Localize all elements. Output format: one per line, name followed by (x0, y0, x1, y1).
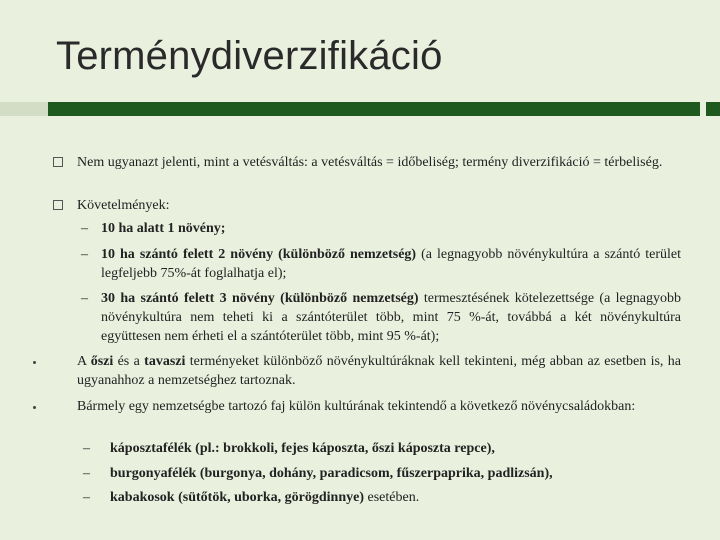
family-rest: esetében. (364, 490, 420, 505)
dot-item-text: Bármely egy nemzetségbe tartozó faj külön kultúrának tekintendő a következő növénycsaládokban: (77, 399, 636, 414)
dash-bullet: – (83, 490, 90, 505)
requirement-bold: 10 ha alatt 1 növény; (101, 221, 226, 236)
dash-bullet: – (83, 441, 90, 456)
text-part: és a (113, 354, 145, 369)
family-bold: káposztafélék (pl.: brokkoli, fejes káposzta, őszi káposzta repce), (110, 441, 495, 456)
requirement-rest: termesztésének kötelezettsége (a legnagyobb növénykultúra nem teheti ki a szántóterület több, mint 75 %-át, továbbá a két növénykultúra együttesen nem érheti el a szántóterület több, mint 95 %-át); (101, 291, 681, 344)
title-underline-bar (0, 102, 720, 116)
title-bar-dark (48, 102, 700, 116)
bold-autumn: őszi (90, 354, 114, 369)
requirement-text (101, 219, 681, 238)
text-part: terményeket különböző növénykultúráknak kell tekinteni, még abban az esetben is, ha ugyanahhoz a nemzetséghez tartoznak. (77, 354, 681, 388)
family-text (110, 464, 681, 483)
requirement-text (101, 289, 681, 346)
dot-item-text (77, 352, 681, 390)
title-bar-edge (706, 102, 720, 116)
bullet-text: Követelmények: (77, 198, 170, 213)
square-bullet-icon (53, 157, 63, 167)
slide-title: Terménydiverzifikáció (56, 34, 443, 78)
dot-bullet-icon (33, 406, 36, 409)
dash-bullet: – (81, 221, 88, 236)
square-bullet-icon (53, 200, 63, 210)
requirement-bold: 10 ha szántó felett 2 növény (különböző nemzetség) (101, 247, 417, 262)
dash-bullet: – (81, 291, 88, 306)
requirement-bold: 30 ha szántó felett 3 növény (különböző nemzetség) (101, 291, 419, 306)
requirement-text (101, 245, 681, 283)
family-text (110, 439, 681, 458)
dot-bullet-icon (33, 361, 36, 364)
family-text (110, 488, 681, 507)
bullet-text: Nem ugyanazt jelenti, mint a vetésváltás: a vetésváltás = időbeliség; termény diverzifikáció = térbeliség. (77, 155, 663, 170)
dash-bullet: – (81, 247, 88, 262)
dash-bullet: – (83, 466, 90, 481)
family-bold: kabakosok (sütőtök, uborka, görögdinnye) (110, 490, 365, 505)
family-bold: burgonyafélék (burgonya, dohány, paradicsom, fűszerpaprika, padlizsán), (110, 466, 553, 481)
text-part: A (77, 354, 91, 369)
requirement-rest: (a legnagyobb növénykultúra a szántó terület legfeljebb 75%-át foglalhatja el); (101, 247, 681, 281)
bold-spring: tavaszi (144, 354, 186, 369)
